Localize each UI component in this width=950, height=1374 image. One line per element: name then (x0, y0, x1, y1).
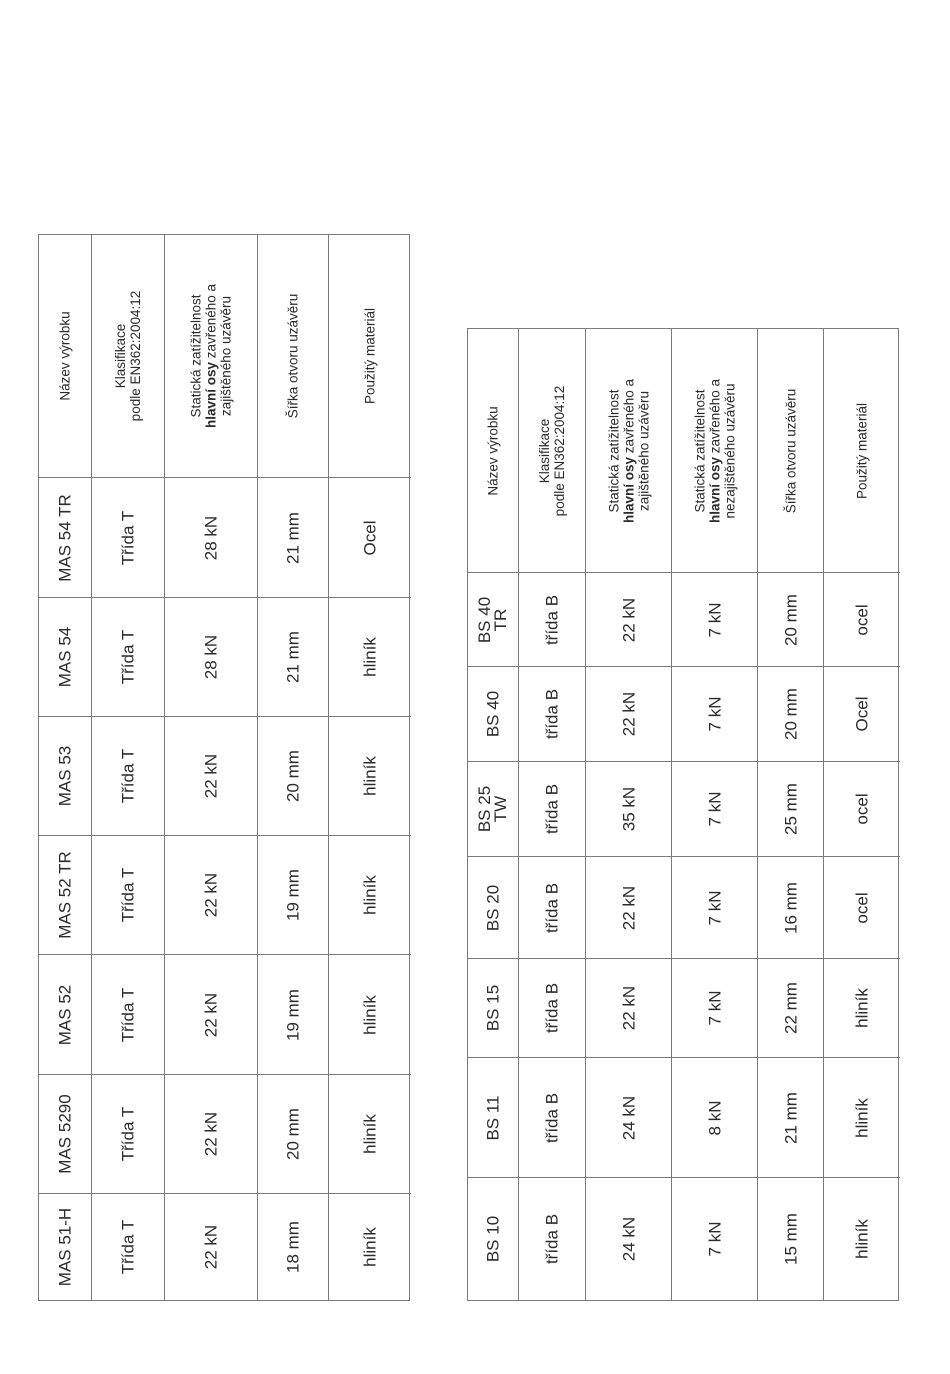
table-cell (39, 598, 92, 717)
table-cell (165, 717, 258, 836)
table-cell (586, 573, 672, 667)
value-class: Třída T (118, 867, 138, 923)
value-strength: 22 kN (201, 872, 221, 918)
value-gate: 15 mm (780, 1213, 800, 1265)
product-name: MAS 5290 (55, 1094, 75, 1174)
table-cell (758, 762, 824, 857)
product-name: MAS 54 (55, 626, 75, 688)
value-open: 7 kN (704, 990, 724, 1026)
value-strength: 35 kN (618, 786, 638, 832)
value-strength: 28 kN (201, 515, 221, 560)
table-cell (586, 667, 672, 762)
hdr-material (824, 329, 900, 573)
table-cell (258, 717, 329, 836)
label: Použitý materiál (362, 307, 378, 405)
value-material: hliník (360, 1114, 380, 1154)
table-cell (39, 955, 92, 1075)
product-name: MAS 51-H (55, 1207, 75, 1287)
table-cell (672, 573, 758, 667)
value-class: Třída T (118, 748, 138, 804)
value-gate: 18 mm (283, 1221, 303, 1273)
value-material: hliník (852, 1097, 872, 1138)
table-cell (165, 955, 258, 1075)
value-open: 7 kN (704, 696, 724, 732)
value-class: třída B (542, 1092, 562, 1143)
product-name-suffix: TR (491, 608, 510, 631)
value-open: 8 kN (704, 1100, 724, 1135)
value-gate: 20 mm (283, 750, 303, 802)
table-cell (824, 1058, 900, 1178)
table-cell (258, 598, 329, 717)
table-cell (672, 667, 758, 762)
value-gate: 19 mm (283, 988, 303, 1041)
table-cell (824, 857, 900, 959)
value-material: ocel (852, 603, 872, 636)
value-strength: 22 kN (201, 1111, 221, 1157)
label: hlavní osy (706, 456, 722, 523)
label: Šířka otvoru uzávěru (285, 293, 301, 419)
hdr-name (468, 329, 519, 573)
table-cell (468, 1178, 519, 1300)
table-mas (38, 234, 410, 1301)
table-cell (329, 717, 411, 836)
value-material: hliník (360, 637, 380, 677)
table-cell (586, 1058, 672, 1178)
table-cell (519, 762, 586, 857)
table-cell (39, 836, 92, 955)
value-strength: 22 kN (618, 885, 638, 930)
value-material: ocel (852, 793, 872, 825)
label: zavřeného a (706, 378, 722, 457)
hdr-name (39, 235, 92, 478)
product-name: BS 10 (483, 1215, 503, 1263)
table-cell (672, 959, 758, 1058)
table-cell (672, 1058, 758, 1178)
table-cell (165, 478, 258, 598)
value-gate: 21 mm (283, 511, 303, 564)
value-gate: 25 mm (780, 783, 800, 835)
value-material: ocel (852, 891, 872, 924)
label: zajištěného uzávěru (636, 390, 652, 511)
table-cell (824, 573, 900, 667)
hdr-material (329, 235, 411, 478)
table-cell (586, 762, 672, 857)
value-class: třída B (542, 688, 562, 740)
table-cell (258, 1075, 329, 1194)
value-open: 7 kN (704, 1221, 724, 1257)
table-cell (586, 959, 672, 1058)
table-cell (758, 959, 824, 1058)
hdr-class (92, 235, 165, 478)
table-cell (824, 667, 900, 762)
value-class: třída B (542, 882, 562, 933)
table-cell (165, 1194, 258, 1300)
table-cell (258, 1194, 329, 1300)
value-material: Ocel (360, 520, 380, 555)
label: podle EN362:2004:12 (552, 385, 567, 516)
product-name-suffix: TW (491, 795, 510, 823)
table-cell (92, 478, 165, 598)
table-cell (519, 857, 586, 959)
table-cell (165, 836, 258, 955)
product-name: MAS 54 TR (55, 493, 75, 582)
value-class: Třída T (118, 510, 138, 565)
table-cell (468, 959, 519, 1058)
hdr-open-strength (672, 329, 758, 573)
table-cell (329, 478, 411, 598)
value-class: třída B (542, 594, 562, 645)
value-strength: 22 kN (618, 985, 638, 1031)
table-cell (468, 762, 519, 857)
value-material: hliník (852, 988, 872, 1028)
table-cell (672, 1178, 758, 1300)
table-cell (39, 1075, 92, 1194)
product-name: BS 20 (483, 884, 503, 931)
table-cell (672, 762, 758, 857)
table-cell (39, 478, 92, 598)
value-strength: 22 kN (201, 992, 221, 1037)
table-cell (468, 667, 519, 762)
hdr-class (519, 329, 586, 573)
hdr-gate (758, 329, 824, 573)
value-gate: 16 mm (780, 881, 800, 934)
table-cell (329, 1194, 411, 1300)
value-strength: 22 kN (618, 691, 638, 737)
hdr-gate (258, 235, 329, 478)
table-cell (329, 836, 411, 955)
product-name: MAS 52 (55, 984, 75, 1045)
value-class: Třída T (118, 987, 138, 1042)
table-cell (165, 1075, 258, 1194)
value-class: Třída T (118, 1106, 138, 1162)
value-material: hliník (360, 875, 380, 915)
label: zavřeného a (620, 378, 636, 457)
label: Šířka otvoru uzávěru (782, 388, 798, 513)
table-cell (758, 857, 824, 959)
table-cell (586, 1178, 672, 1300)
table-cell (672, 857, 758, 959)
label: Název výrobku (57, 311, 73, 401)
value-class: třída B (542, 783, 562, 835)
table-cell (92, 717, 165, 836)
value-material: Ocel (852, 696, 872, 732)
label: zajištěného uzávěru (218, 295, 234, 417)
value-class: třída B (542, 982, 562, 1034)
product-name: BS 11 (483, 1094, 503, 1141)
table-cell (758, 1178, 824, 1300)
table-cell (92, 836, 165, 955)
value-gate: 20 mm (780, 688, 800, 740)
product-name: BS 25 (474, 785, 494, 833)
table-cell (39, 1194, 92, 1300)
table-cell (824, 959, 900, 1058)
value-gate: 21 mm (780, 1091, 800, 1144)
table-cell (758, 573, 824, 667)
hdr-strength (165, 235, 258, 478)
value-open: 7 kN (704, 890, 724, 925)
table-cell (468, 857, 519, 959)
product-name: BS 15 (483, 984, 503, 1032)
value-gate: 20 mm (283, 1108, 303, 1160)
table-cell (586, 857, 672, 959)
value-material: hliník (852, 1219, 872, 1259)
label: Klasifikace (536, 418, 552, 483)
table-cell (468, 573, 519, 667)
label: podle EN362:2004:12 (128, 290, 143, 422)
value-strength: 22 kN (618, 597, 638, 642)
label: zavřeného a (203, 283, 219, 363)
value-material: hliník (360, 994, 380, 1035)
label: Použitý materiál (854, 402, 870, 499)
table-cell (165, 598, 258, 717)
table-cell (258, 836, 329, 955)
product-name: BS 40 (474, 596, 494, 643)
product-name: MAS 53 (55, 745, 75, 807)
table-cell (92, 955, 165, 1075)
value-strength: 22 kN (201, 753, 221, 799)
value-gate: 21 mm (283, 631, 303, 683)
hdr-strength (586, 329, 672, 573)
value-gate: 22 mm (780, 982, 800, 1034)
value-gate: 19 mm (283, 869, 303, 921)
table-cell (329, 598, 411, 717)
table-cell (824, 762, 900, 857)
table-cell (92, 1075, 165, 1194)
table-cell (758, 667, 824, 762)
value-strength: 28 kN (201, 634, 221, 680)
table-cell (519, 1178, 586, 1300)
product-name: MAS 52 TR (55, 851, 75, 939)
value-strength: 22 kN (201, 1224, 221, 1270)
label: Statická zatížitelnost (605, 388, 621, 513)
table-cell (92, 598, 165, 717)
table-cell (468, 1058, 519, 1178)
value-strength: 24 kN (618, 1095, 638, 1140)
table-cell (39, 717, 92, 836)
value-material: hliník (360, 1227, 380, 1267)
table-cell (329, 1075, 411, 1194)
table-cell (258, 955, 329, 1075)
table-bs (467, 328, 899, 1301)
table-cell (758, 1058, 824, 1178)
label: hlavní osy (203, 362, 219, 429)
value-strength: 24 kN (618, 1216, 638, 1262)
label: Statická zatížitelnost (691, 388, 707, 513)
table-cell (329, 955, 411, 1075)
label: Klasifikace (112, 323, 128, 389)
value-gate: 20 mm (780, 593, 800, 646)
value-class: Třída T (118, 629, 138, 685)
label: Název výrobku (485, 405, 501, 496)
table-cell (824, 1178, 900, 1300)
table-cell (92, 1194, 165, 1300)
label: Statická zatížitelnost (188, 294, 204, 418)
value-class: třída B (542, 1213, 562, 1265)
table-cell (519, 573, 586, 667)
table-cell (258, 478, 329, 598)
value-material: hliník (360, 756, 380, 796)
label: hlavní osy (620, 456, 636, 523)
table-cell (519, 1058, 586, 1178)
product-name: BS 40 (483, 690, 503, 738)
value-open: 7 kN (704, 791, 724, 827)
value-open: 7 kN (704, 602, 724, 637)
table-cell (519, 959, 586, 1058)
table-cell (519, 667, 586, 762)
label: nezajištěného uzávěru (722, 382, 738, 519)
value-class: Třída T (118, 1219, 138, 1275)
